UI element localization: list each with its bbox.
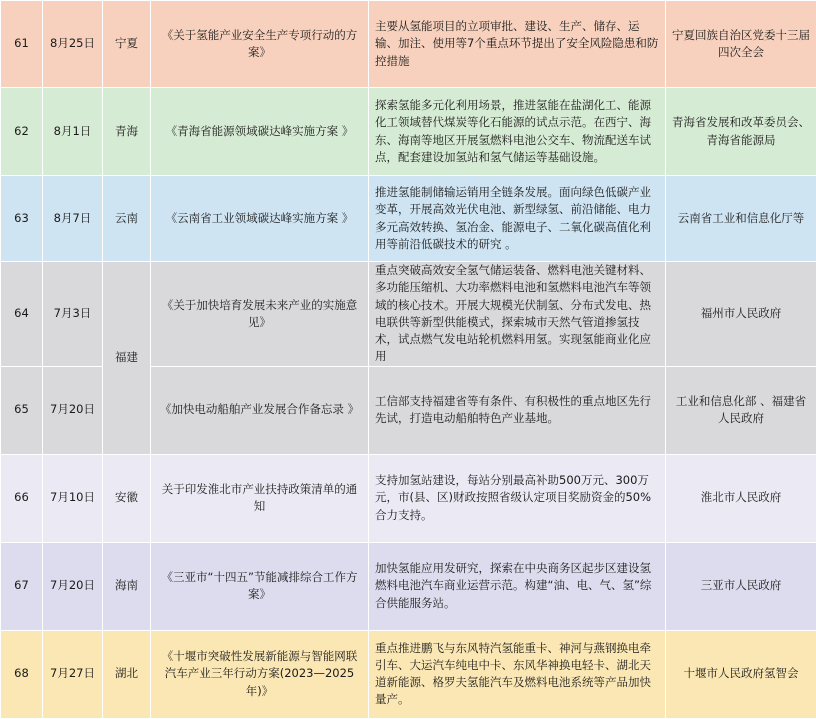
row-date: 7月3日: [43, 262, 103, 367]
row-policy-title: 《关于加快培育发展未来产业的实施意见》: [151, 262, 369, 367]
row-date: 7月10日: [43, 454, 103, 542]
row-issuer: 淮北市人民政府: [666, 454, 816, 542]
row-policy-title: 《十堰市突破性发展新能源与智能网联汽车产业三年行动方案(2023—2025年)》: [151, 630, 369, 718]
row-date: 8月1日: [43, 88, 103, 176]
row-province: 福建: [103, 262, 151, 455]
row-province: 海南: [103, 542, 151, 630]
table-row: [1, 262, 816, 367]
row-issuer: 云南省工业和信息化厅等: [666, 176, 816, 262]
row-number: 63: [1, 176, 43, 262]
row-issuer: 十堰市人民政府氢智会: [666, 630, 816, 718]
row-number: 68: [1, 630, 43, 718]
row-policy-content: 支持加氢站建设，每站分别最高补助500万元、300万元，市(县、区)财政按照省级认定项目奖励资金的50%合力支持。: [369, 454, 666, 542]
row-date: 8月25日: [43, 1, 103, 88]
row-policy-title: 《加快电动船舶产业发展合作备忘录 》: [151, 366, 369, 454]
row-policy-content: 加快氢能应用发研究，探索在中央商务区起步区建设氢燃料电池汽车商业运营示范。构建“油、电、气、氢”综合供能服务站。: [369, 542, 666, 630]
row-number: 64: [1, 262, 43, 367]
table-row: [1, 88, 816, 176]
table-row: [1, 630, 816, 718]
row-issuer: 工业和信息化部 、福建省人民政府: [666, 366, 816, 454]
row-province: 安徽: [103, 454, 151, 542]
row-province: 云南: [103, 176, 151, 262]
table-row: [1, 176, 816, 262]
row-policy-title: 《三亚市“十四五”节能减排综合工作方案》: [151, 542, 369, 630]
table-row: [1, 542, 816, 630]
row-province: 湖北: [103, 630, 151, 718]
row-number: 65: [1, 366, 43, 454]
row-number: 66: [1, 454, 43, 542]
row-issuer: 宁夏回族自治区党委十三届四次全会: [666, 1, 816, 88]
row-policy-content: 推进氢能制储输运销用全链条发展。面向绿色低碳产业变革，开展高效光伏电池、新型绿氢、前沿储能、电力多元高效转换、氢冶金、能源电子、二氧化碳高值化利用等前沿低碳技术的研究 。: [369, 176, 666, 262]
row-policy-title: 《青海省能源领域碳达峰实施方案 》: [151, 88, 369, 176]
row-policy-title: 《关于氢能产业安全生产专项行动的方案》: [151, 1, 369, 88]
table-row: [1, 454, 816, 542]
row-policy-content: 重点推进鹏飞与东风特汽氢能重卡、神河与燕钢换电牵引车、大运汽车纯电中卡、东风华神换电轻卡、湖北天道新能源、格罗夫氢能汽车及燃料电池系统等产品加快量产。: [369, 630, 666, 718]
row-province: 宁夏: [103, 1, 151, 88]
row-date: 7月27日: [43, 630, 103, 718]
row-date: 8月7日: [43, 176, 103, 262]
row-number: 62: [1, 88, 43, 176]
row-policy-content: 工信部支持福建省等有条件、有积极性的重点地区先行先试，打造电动船舶特色产业基地。: [369, 366, 666, 454]
row-number: 61: [1, 1, 43, 88]
row-issuer: 三亚市人民政府: [666, 542, 816, 630]
row-issuer: 福州市人民政府: [666, 262, 816, 367]
row-policy-content: 主要从氢能项目的立项审批、建设、生产、储存、运输、加注、使用等7个重点环节提出了安全风险隐患和防控措施: [369, 1, 666, 88]
table-row: [1, 1, 816, 88]
row-policy-content: 重点突破高效安全氢气储运装备、燃料电池关键材料、多功能压缩机、大功率燃料电池和氢燃料电池汽车等领域的核心技术。开展大规模光伏制氢、分布式发电、热电联供等新型供能模式，探索城市天然气管道掺氢技术，试点燃气发电站轮机燃料用氢。实现氢能商业化应用: [369, 262, 666, 367]
row-number: 67: [1, 542, 43, 630]
row-policy-title: 《云南省工业领域碳达峰实施方案 》: [151, 176, 369, 262]
row-policy-title: 关于印发淮北市产业扶持政策清单的通知: [151, 454, 369, 542]
row-date: 7月20日: [43, 542, 103, 630]
row-date: 7月20日: [43, 366, 103, 454]
row-province: 青海: [103, 88, 151, 176]
row-issuer: 青海省发展和改革委员会、青海省能源局: [666, 88, 816, 176]
row-policy-content: 探索氢能多元化利用场景，推进氢能在盐湖化工、能源化工领域替代煤炭等化石能源的试点示范。在西宁、海东、海南等地区开展氢燃料电池公交车、物流配送车试点，配套建设加氢站和氢气储运等基础设施。: [369, 88, 666, 176]
